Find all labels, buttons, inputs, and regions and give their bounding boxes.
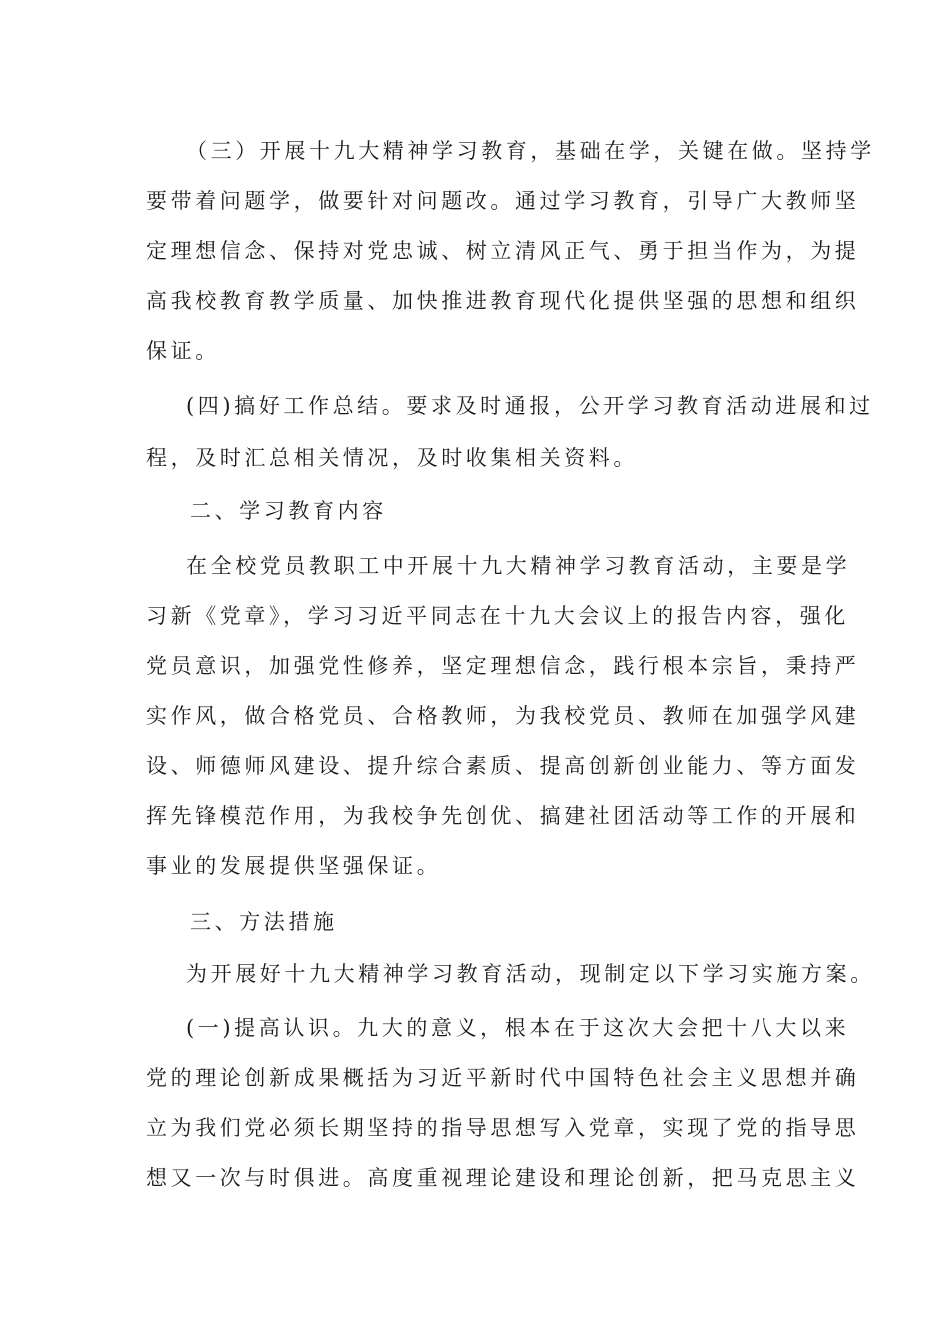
paragraph-line: 为开展好十九大精神学习教育活动，现制定以下学习实施方案。 (186, 962, 875, 986)
paragraph-line: 实作风，做合格党员、合格教师，为我校党员、教师在加强学风建 (146, 704, 860, 728)
section-heading: 二、学习教育内容 (190, 499, 387, 523)
paragraph-line: 保证。 (146, 339, 220, 363)
paragraph-line: 想又一次与时俱进。高度重视理论建设和理论创新，把马克思主义 (146, 1166, 860, 1190)
paragraph-line: 程，及时汇总相关情况，及时收集相关资料。 (146, 446, 638, 470)
paragraph-line: 要带着问题学，做要针对问题改。通过学习教育，引导广大教师坚 (146, 189, 860, 213)
paragraph-line: 习新《党章》，学习习近平同志在十九大会议上的报告内容，强化 (146, 604, 849, 628)
paragraph-line: (四)搞好工作总结。要求及时通报，公开学习教育活动进展和过 (186, 394, 874, 418)
paragraph-line: (一)提高认识。九大的意义，根本在于这次大会把十八大以来 (186, 1016, 850, 1040)
paragraph-line: 党的理论创新成果概括为习近平新时代中国特色社会主义思想并确 (146, 1066, 860, 1090)
paragraph-line: 定理想信念、保持对党忠诚、树立清风正气、勇于担当作为，为提 (146, 239, 860, 263)
paragraph-line: 设、师德师风建设、提升综合素质、提高创新创业能力、等方面发 (146, 754, 860, 778)
paragraph-line: （三）开展十九大精神学习教育，基础在学，关键在做。坚持学 (186, 139, 875, 163)
paragraph-line: 挥先锋模范作用，为我校争先创优、搞建社团活动等工作的开展和 (146, 804, 860, 828)
paragraph-line: 党员意识，加强党性修养，坚定理想信念，践行根本宗旨，秉持严 (146, 654, 860, 678)
paragraph-line: 立为我们党必须长期坚持的指导思想写入党章，实现了党的指导思 (146, 1116, 860, 1140)
paragraph-line: 事业的发展提供坚强保证。 (146, 854, 442, 878)
paragraph-line: 高我校教育教学质量、加快推进教育现代化提供坚强的思想和组织 (146, 289, 860, 313)
paragraph-line: 在全校党员教职工中开展十九大精神学习教育活动，主要是学 (186, 554, 851, 578)
section-heading: 三、方法措施 (190, 910, 338, 934)
